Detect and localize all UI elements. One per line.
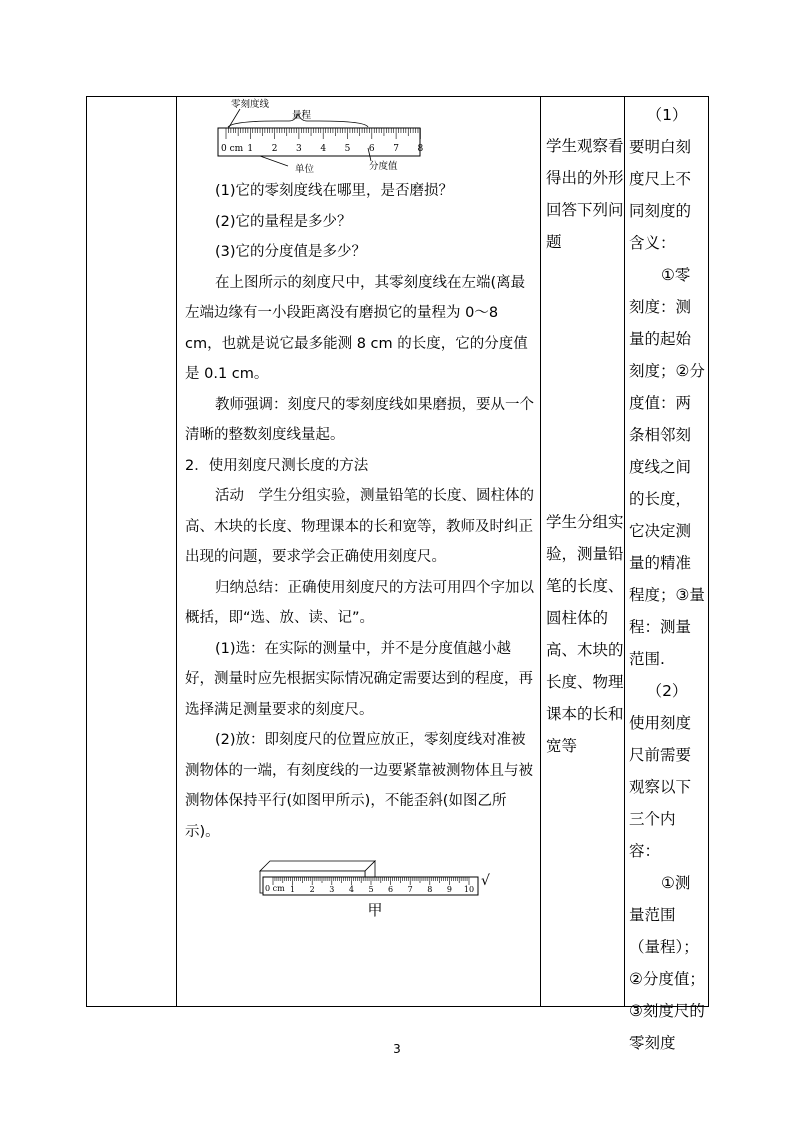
intent-text-4: ①测量范围（量程）；②分度值；③刻度尺的零刻度: [629, 874, 705, 1052]
intent-num-2: （2）: [646, 682, 688, 700]
ruler-number: 2: [271, 144, 278, 154]
paragraph-2: 教师强调：刻度尺的零刻度线如果磨损，要从一个清晰的整数刻度线量起。: [185, 396, 534, 443]
page-number: 3: [393, 1042, 401, 1056]
student-activity-1: [546, 130, 624, 258]
ruler-number: 2: [309, 885, 315, 894]
student-activity-1-text: 学生观察看得出的外形回答下列问题: [546, 137, 624, 251]
table-border-3: [540, 96, 541, 1007]
ruler-unit: 0 cm: [221, 144, 244, 154]
paragraph-5: (1)选：在实际的测量中，并不是分度值越小越好，测量时应先根据实际情况确定需要达到的程度，再选择满足测量要求的刻度尺。: [185, 640, 533, 718]
content-column: [185, 98, 535, 919]
ruler-number: 1: [247, 144, 254, 154]
unit-pointer: [260, 156, 288, 166]
unit-label: 单位: [295, 164, 315, 175]
ruler-number: 1: [290, 885, 296, 894]
ruler-number: 7: [407, 885, 413, 894]
student-activity-2-text: 学生分组实验，测量铅笔的长度、圆柱体的高、木块的长度、物理课本的长和宽等: [546, 513, 624, 755]
block-top: [260, 861, 375, 871]
ruler-number: 5: [368, 885, 374, 894]
table-border-2: [176, 96, 177, 1007]
table-border-5: [708, 96, 709, 1007]
paragraph-3: 活动 学生分组实验，测量铅笔的长度、圆柱体的高、木块的长度、物理课本的长和宽等，教师及时纠正出现的问题，要求学会正确使用刻度尺。: [185, 488, 534, 565]
section-heading-2: 2．使用刻度尺测长度的方法: [185, 457, 369, 474]
ruler-number: 10: [463, 885, 475, 894]
intent-text-1: 要明白刻度尺上不同刻度的含义：: [629, 138, 692, 252]
range-label: 量程: [292, 110, 312, 121]
ruler-number: 3: [329, 885, 335, 894]
paragraph-6: (2)放：即刻度尺的位置应放正，零刻度线对准被测物体的一端，有刻度线的一边要紧靠被测物体且与被测物体保持平行(如图甲所示)，不能歪斜(如图乙所示)。: [185, 732, 533, 840]
zero-line-label: 零刻度线: [231, 99, 270, 110]
ruler-figure-1: [185, 98, 535, 176]
ruler-2-unit: 0 cm: [265, 884, 285, 893]
ruler-number: 8: [417, 144, 424, 154]
table-border-1: [86, 96, 87, 1007]
question-3: (3)它的分度值是多少？: [215, 244, 367, 260]
ruler-number: 7: [393, 144, 399, 154]
table-border-4: [624, 96, 625, 1007]
table-bottom-border: [86, 1006, 709, 1007]
figure-caption: 甲: [367, 901, 383, 919]
ruler-number: 6: [368, 144, 375, 154]
intent-text-3: 使用刻度尺前需要观察以下三个内容：: [629, 714, 692, 860]
question-1: (1)它的零刻度线在哪里，是否磨损？: [215, 183, 454, 199]
ruler-number: 8: [427, 885, 433, 894]
division-label: 分度值: [369, 161, 398, 172]
design-intent-column: [629, 99, 705, 1059]
table-top-border: [86, 96, 709, 97]
ruler-number: 4: [348, 885, 354, 894]
ruler-number: 9: [446, 885, 452, 894]
ruler-figure-2: [185, 853, 535, 919]
intent-num-1: （1）: [646, 106, 688, 124]
paragraph-1: 在上图所示的刻度尺中，其零刻度线在左端(离最左端边缘有一小段距离没有磨损它的量程为 0～8 cm，也就是说它最多能测 8 cm 的长度，它的分度值是 0.1 cm。: [185, 274, 528, 382]
intent-text-2: ①零刻度：测量的起始刻度；②分度值：两条相邻刻度线之间的长度，它决定测量的精准程度；③量程：测量范围.: [629, 266, 705, 668]
paragraph-4: 归纳总结：正确使用刻度尺的方法可用四个字加以概括，即“选、放、读、记”。: [185, 579, 534, 626]
ruler-number: 5: [344, 144, 351, 154]
student-activity-2: [546, 506, 624, 762]
question-2: (2)它的量程是多少？: [215, 213, 352, 230]
ruler-number: 4: [320, 144, 327, 154]
ruler-number: 3: [296, 144, 302, 154]
ruler-number: 6: [388, 885, 394, 894]
check-mark: √: [481, 873, 490, 889]
